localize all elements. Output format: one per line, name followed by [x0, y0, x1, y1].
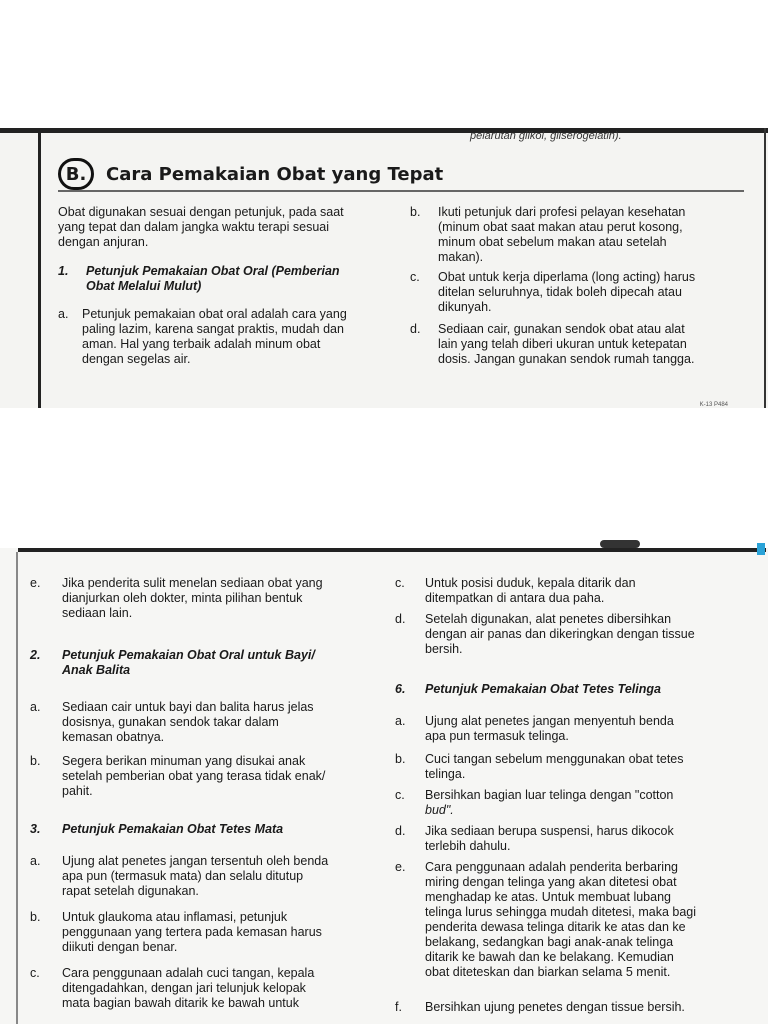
item-line: dianjurkan oleh dokter, minta pilihan bentuk [62, 591, 303, 605]
item-line: kemasan obatnya. [62, 730, 165, 744]
item-line: Sediaan cair untuk bayi dan balita harus jelas [62, 700, 314, 714]
item-line: bud". [425, 803, 454, 817]
item-line: ditengadahkan, dengan jari telunjuk kelopak [62, 981, 306, 995]
page-code: K-13 P484 [699, 402, 728, 408]
heading-line: Petunjuk Pemakaian Obat Oral (Pemberian [86, 264, 340, 278]
item-label: a. [30, 854, 41, 868]
item-label: b. [30, 910, 41, 924]
heading-number: 2. [30, 648, 41, 662]
item-line: Cara penggunaan adalah penderita berbaring [425, 860, 678, 874]
item-line: Setelah digunakan, alat penetes dibersihkan [425, 612, 672, 626]
item-line: Cara penggunaan adalah cuci tangan, kepala [62, 966, 315, 980]
page-top-rule [0, 128, 768, 133]
heading-line: Obat Melalui Mulut) [86, 279, 202, 293]
heading-line: Petunjuk Pemakaian Obat Tetes Mata [62, 822, 284, 836]
item-text [62, 700, 380, 745]
item-line: miring dengan telinga yang akan ditetesi obat [425, 875, 677, 889]
item-line: dengan segelas air. [82, 352, 191, 366]
item-label: f. [395, 1000, 402, 1014]
item-label: c. [395, 788, 405, 802]
item-line: dosisnya, gunakan sendok takar dalam [62, 715, 279, 729]
item-line: makan). [438, 250, 484, 264]
item-text [62, 966, 380, 1011]
item-line: telinga lurus sehingga mudah ditetesi, maka bagi [425, 905, 697, 919]
section-letter-badge: B. [58, 158, 94, 190]
item-line: ditempatkan di antara dua paha. [425, 591, 605, 605]
item-line: apa pun (termasuk mata) dan selalu ditutup [62, 869, 304, 883]
item-label: e. [395, 860, 406, 874]
item-text [425, 612, 755, 657]
item-text [62, 754, 380, 799]
heading-number: 6. [395, 682, 406, 696]
intro-line: Obat digunakan sesuai dengan petunjuk, pada saat [58, 205, 344, 219]
item-line: Sediaan cair, gunakan sendok obat atau alat [438, 322, 685, 336]
item-d-text [438, 322, 743, 367]
item-line: Untuk posisi duduk, kepala ditarik dan [425, 576, 636, 590]
item-line: apa pun termasuk telinga. [425, 729, 569, 743]
item-b-text [438, 205, 738, 265]
item-line: Bersihkan ujung penetes dengan tissue bersih. [425, 1000, 685, 1014]
item-text [425, 714, 755, 744]
item-line: minum obat sebelum makan atau setelah [438, 235, 667, 249]
item-line: dikunyah. [438, 300, 492, 314]
item-label: d. [410, 322, 421, 336]
section-title: Cara Pemakaian Obat yang Tepat [106, 163, 444, 185]
item-line: sediaan lain. [62, 606, 133, 620]
intro-paragraph [58, 205, 398, 250]
page-right-rule [764, 128, 766, 408]
item-line: Jika sediaan berupa suspensi, harus dikocok [425, 824, 674, 838]
item-line: Obat untuk kerja diperlama (long acting) harus [438, 270, 696, 284]
item-label: c. [395, 576, 405, 590]
item-line: terlebih dahulu. [425, 839, 511, 853]
item-text [62, 854, 380, 899]
item-line: Untuk glaukoma atau inflamasi, petunjuk [62, 910, 288, 924]
item-line: Jika penderita sulit menelan sediaan obat yang [62, 576, 323, 590]
item-text [425, 752, 755, 782]
heading-ear-drops [425, 682, 755, 697]
item-line: paling lazim, karena sangat praktis, mudah dan [82, 322, 344, 336]
item-label: b. [30, 754, 41, 768]
heading-oral [86, 264, 406, 294]
item-line: Segera berikan minuman yang disukai anak [62, 754, 306, 768]
heading-eye-drops [62, 822, 380, 837]
heading-number: 1. [58, 264, 69, 278]
binding-mark [600, 540, 640, 548]
item-e-text [62, 576, 380, 621]
item-label: c. [30, 966, 40, 980]
item-line: lain yang telah diberi ukuran untuk ketepatan [438, 337, 687, 351]
intro-line: yang tepat dan dalam jangka waktu terapi sesuai [58, 220, 330, 234]
heading-line: Anak Balita [62, 663, 131, 677]
heading-line: Petunjuk Pemakaian Obat Tetes Telinga [425, 682, 661, 696]
item-label: d. [395, 824, 406, 838]
heading-number: 3. [30, 822, 41, 836]
item-line: penderita dewasa telinga ditarik ke atas dan ke [425, 920, 686, 934]
item-line: Ikuti petunjuk dari profesi pelayan kesehatan [438, 205, 686, 219]
color-tab-mark [757, 543, 765, 555]
item-line: Cuci tangan sebelum menggunakan obat tetes [425, 752, 684, 766]
item-label: a. [395, 714, 406, 728]
item-line: Ujung alat penetes jangan menyentuh benda [425, 714, 674, 728]
item-text [425, 788, 755, 818]
item-text [425, 860, 760, 980]
item-line: (minum obat saat makan atau perut kosong, [438, 220, 683, 234]
item-line: belakang, sedangkan bagi anak-anak telinga [425, 935, 674, 949]
item-line: ditarik ke bawah dan ke belakang. Kemudian [425, 950, 674, 964]
item-line: pahit. [62, 784, 93, 798]
item-line: mata bagian bawah ditarik ke bawah untuk [62, 996, 299, 1010]
item-line: diikuti dengan benar. [62, 940, 178, 954]
item-label: a. [30, 700, 41, 714]
item-line: rapat setelah digunakan. [62, 884, 199, 898]
item-label: a. [58, 307, 69, 321]
item-line: Petunjuk pemakaian obat oral adalah cara yang [82, 307, 347, 321]
item-line: menghadap ke atas. Untuk membuat lubang [425, 890, 671, 904]
item-line: penggunaan yang tertera pada kemasan harus [62, 925, 322, 939]
item-text [425, 824, 755, 854]
item-line: setelah pemberian obat yang terasa tidak enak/ [62, 769, 326, 783]
page-left-rule [16, 552, 18, 1024]
item-line: obat diteteskan dan biarkan selama 5 menit. [425, 965, 671, 979]
item-line: telinga. [425, 767, 466, 781]
item-line: bersih. [425, 642, 463, 656]
page-left-rule [38, 128, 41, 408]
item-line: aman. Hal yang terbaik adalah minum obat [82, 337, 321, 351]
item-line: dengan air panas dan dikeringkan dengan tissue [425, 627, 695, 641]
heading-child [62, 648, 380, 678]
item-a-text [82, 307, 402, 367]
item-label: c. [410, 270, 420, 284]
item-label: e. [30, 576, 41, 590]
section-heading [58, 158, 443, 190]
cut-off-text: pelarutan glikol, gliserogelatin). [470, 130, 622, 142]
item-line: ditelan seluruhnya, tidak boleh dipecah atau [438, 285, 682, 299]
item-line: dosis. Jangan gunakan sendok rumah tangga. [438, 352, 695, 366]
item-text [62, 910, 380, 955]
page-top-rule [18, 548, 766, 552]
item-line: Bersihkan bagian luar telinga dengan "cotton [425, 788, 674, 802]
item-c-text [438, 270, 738, 315]
item-label: d. [395, 612, 406, 626]
item-line: Ujung alat penetes jangan tersentuh oleh benda [62, 854, 329, 868]
intro-line: dengan anjuran. [58, 235, 149, 249]
section-divider [58, 190, 744, 192]
item-label: b. [395, 752, 406, 766]
heading-line: Petunjuk Pemakaian Obat Oral untuk Bayi/ [62, 648, 315, 662]
item-text [425, 1000, 760, 1015]
item-text [425, 576, 755, 606]
item-label: b. [410, 205, 421, 219]
